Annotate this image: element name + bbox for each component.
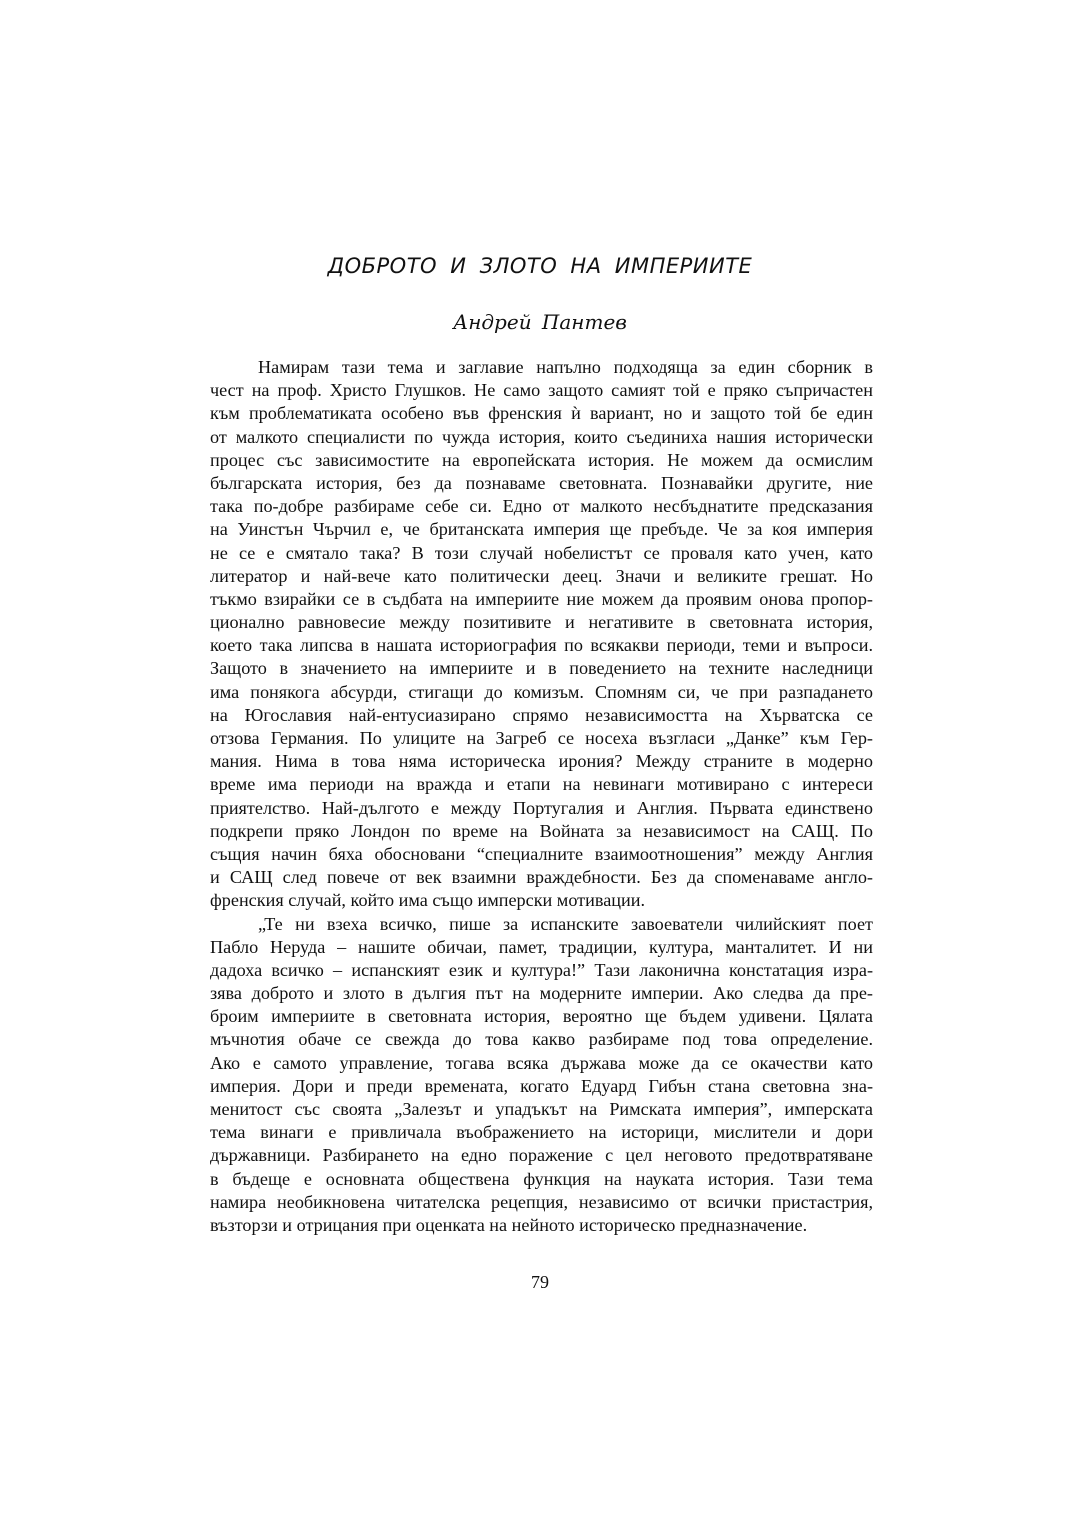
text-line: тъкмо взирайки се в съдбата на империите ние можем да проявим онова пропор- — [210, 588, 873, 609]
text-line: тема винаги е привличала въображението на историци, мислители и дори — [210, 1122, 873, 1143]
text-line: мания. Нима в това няма историческа ирония? Между страните в модерно — [210, 751, 873, 772]
text-line: време има периоди на вражда и етапи на невинаги мотивирано с интереси — [210, 774, 873, 795]
text-line: Намирам тази тема и заглавие напълно подходяща за един сборник в — [258, 357, 873, 377]
text-line: намира необикновена читателска рецепция, независимо от всички пристастрия, — [210, 1191, 873, 1212]
text-line: броим империите в световната история, вероятно ще бъдем удивени. Цялата — [210, 1006, 873, 1027]
text-line: Защото в значението на империите и в поведението на техните наследници — [210, 658, 873, 679]
body-text — [210, 356, 873, 1237]
text-line: на Югославия най-ентусиазирано спрямо независимостта на Хърватска се — [210, 704, 873, 725]
author-name: Андрей Пантев — [453, 310, 627, 334]
text-line: империя. Дори и преди времената, когато Едуард Гибън стана световна зна- — [210, 1075, 873, 1096]
text-line: така по-добре разбираме себе си. Едно от малкото несбъднатите предсказания — [210, 496, 873, 517]
text-line: мъчнотия обаче се свежда до това какво разбираме под това определение. — [210, 1029, 873, 1050]
text-line: „Те ни взеха всичко, пише за испанските завоеватели чилийският поет — [258, 913, 873, 934]
text-line: и САЩ след повече от век взаимни враждебности. Без да споменаваме англо- — [210, 867, 873, 888]
text-line: френския случай, който има също имперски мотивации. — [210, 890, 646, 911]
text-line: литератор и най-вече като политически деец. Значи и великите грешат. Но — [210, 565, 873, 586]
chapter-title: ДОБРОТО И ЗЛОТО НА ИМПЕРИИТЕ — [327, 254, 753, 278]
paragraph — [210, 913, 873, 1238]
text-line: държавници. Разбирането на едно поражение с цел неговото предотвратяване — [210, 1145, 873, 1166]
text-line: същия начин бяха обосновани “специалните взаимоотношения” между Англия — [210, 843, 873, 864]
text-line: Ако е самото управление, тогава всяка държава може да се окачестви като — [210, 1052, 873, 1073]
text-line: чест на проф. Христо Глушков. Не само защото самият той е пряко съпричастен — [210, 380, 873, 401]
text-line: в бъдеще е основната обществена функция на науката история. Тази тема — [210, 1168, 873, 1189]
text-line: ционално равновесие между позитивите и негативите в световната история, — [210, 612, 873, 633]
text-line: на Уинстън Чърчил е, че британската империя ще пребъде. Че за коя империя — [210, 519, 873, 540]
text-line: зява доброто и злото в дългия път на модерните империи. Ако следва да пре- — [210, 983, 873, 1004]
text-line: не се е смятало така? В този случай нобелистът се проваля като учен, като — [210, 542, 873, 563]
text-line: Пабло Неруда – нашите обичаи, памет, традиции, култура, манталитет. И ни — [210, 936, 873, 957]
text-line: от малкото специалисти по чужда история, които съединиха нашия исторически — [210, 426, 873, 447]
paragraph — [210, 356, 873, 913]
text-line: менитост със своята „Залезът и упадъкът на Римската империя”, имперската — [210, 1099, 873, 1119]
text-line: което така липсва в нашата историография по всякакви периоди, теми и въпроси. — [210, 635, 873, 656]
text-line: има понякога абсурди, стигащи до комизъм. Спомням си, че при разпадането — [210, 681, 873, 702]
text-line: отзова Германия. По улиците на Загреб се носеха възгласи „Данке” към Гер- — [210, 728, 873, 748]
text-line: българската история, без да познаваме световната. Познавайки другите, ние — [210, 472, 873, 493]
text-line: възторзи и отрицания при оценката на нейното историческо предназначение. — [210, 1214, 808, 1235]
page-number: 79 — [531, 1272, 549, 1292]
text-line: процес със зависимостите на европейската история. Не можем да осмислим — [210, 449, 873, 470]
text-line: дадоха всичко – испанският език и култура!” Тази лаконична констатация изра- — [210, 959, 873, 980]
text-line: към проблематиката особено във френския ѝ вариант, но и защото той бе един — [210, 403, 873, 424]
text-line: подкрепи пряко Лондон по време на Войната за независимост на САЩ. По — [210, 820, 873, 841]
text-line: приятелство. Най-дългото е между Португалия и Англия. Първата единствено — [210, 797, 873, 818]
